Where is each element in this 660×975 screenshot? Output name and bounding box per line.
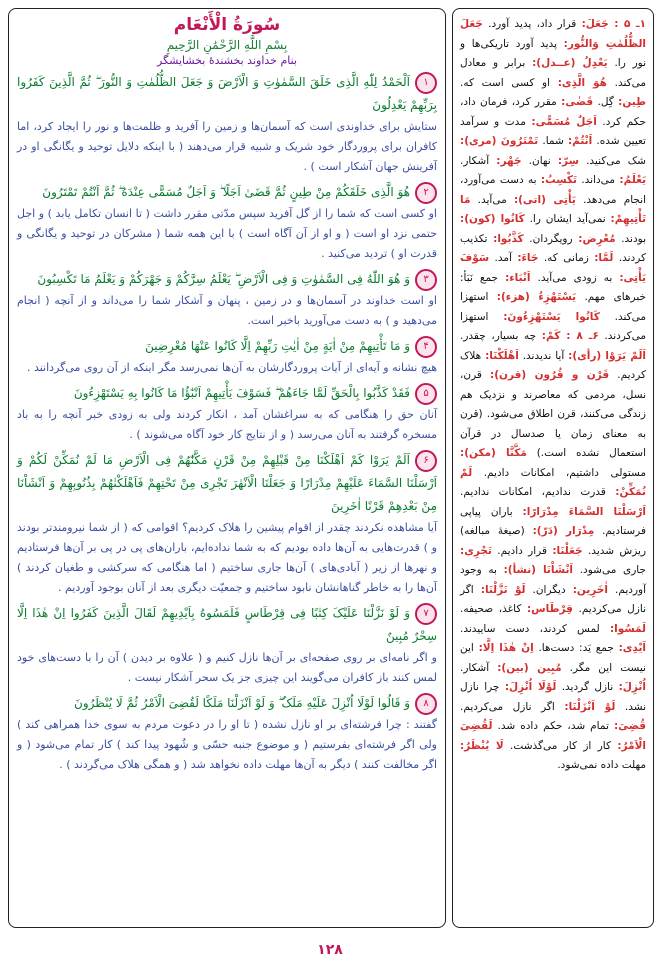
glossary-definition: استهزا می‌کند. xyxy=(460,291,647,323)
glossary-term: اِنْ هٰذَا اِلَّا: xyxy=(478,642,534,654)
verse-arabic-text: وَ هُوَ اللّٰهُ فِی السَّمٰوٰتِ وَ فِی الْاَرْضِ ۖ یَعْلَمُ سِرَّکُمْ وَ جَهْرَکُمْ وَ یَعْلَمُ مَا تَکْسِبُونَ xyxy=(37,272,410,286)
verse-number-badge: ۸ xyxy=(415,693,437,715)
verse-number-badge: ۲ xyxy=(415,182,437,204)
glossary-definition: کار از کار می‌گذشت. xyxy=(510,739,611,752)
verse-number-badge: ۷ xyxy=(415,603,437,625)
glossary-definition: جمع یَد: دست‌ها. xyxy=(538,642,614,654)
glossary-panel xyxy=(452,8,654,928)
verse-translation: گفتند : چرا فرشته‌ای بر او نازل نشده ( تا او را در دعوت مردم به سوی خدا همراهی کند ) ولی اگر فرشته‌ای بفرستیم ( و موضوع جنبه حسّی و شُهود پیدا کند ) کار تمام می‌شود ( و اگر مخالفت کنند ) دیگر به آن‌ها مهلت داده نخواهد شد ( و همگی هلاک می‌گردند ) . xyxy=(17,718,437,771)
verse-arabic xyxy=(17,692,437,715)
glossary-term: کَانُوا یَسْتَهْزِءُونَ: xyxy=(503,310,600,323)
glossary-definition: پدید آورد تاریکی‌ها و نور را. xyxy=(460,37,646,69)
verse-arabic xyxy=(17,602,437,648)
verse-number-badge: ۵ xyxy=(415,383,437,405)
glossary-definition: کاغذ، صحیفه. xyxy=(460,603,522,615)
glossary-definition: نازل گردید. xyxy=(561,681,614,693)
glossary-term: اَجَلٌ مُسَمًّی: xyxy=(531,115,597,128)
bismillah-translation: بنام خداوند بخشندهٔ بخشایشگر xyxy=(157,54,297,67)
glossary-definition: برابر و معادل می‌کند. xyxy=(460,57,647,89)
glossary-definition: آشکار. xyxy=(460,154,490,167)
page-number: ۱۲۸ xyxy=(317,942,343,958)
glossary-definition: آمد. xyxy=(494,252,512,264)
glossary-term: مِدْرَار (دَرّ): xyxy=(532,525,595,537)
verse-list xyxy=(17,71,437,775)
glossary-definition: گِل. xyxy=(597,96,614,108)
verse-translation: آنان حق را هنگامی که به سراغشان آمد ، انکار کردند ولی به زودی خبر آنچه را به باد مسخره گرفتند به آنان می‌رسد ( و از نتایج کار خود آگاه می‌شوند ) . xyxy=(17,408,437,441)
glossary-term: جَعَلَ الظُّلُمٰتِ وَالنُّور: xyxy=(460,18,646,50)
verse-arabic xyxy=(17,71,437,117)
glossary-definition: مقرر کرد، فرمان داد، حکم کرد. xyxy=(460,96,646,128)
glossary-term: سَوْفَ یَأْتِی: xyxy=(460,252,646,284)
glossary-term: لَقُضِیَ الْاَمْرُ: xyxy=(460,720,646,752)
glossary-term: تَمْتَرُونَ (مری): xyxy=(460,135,539,147)
verse-number-badge: ۴ xyxy=(415,336,437,358)
glossary-definition: چرا نازل نشد. xyxy=(460,681,646,713)
verse-arabic-text: وَ قَالُوا لَوْلَا اُنْزِلَ عَلَیْهِ مَلَکٌ ۖ وَ لَوْ اَنْزَلْنَا مَلَکًا لَقُضِیَ الْاَمْرُ ثُمَّ لَا یُنْظَرُونَ xyxy=(74,696,410,710)
verse-arabic xyxy=(17,268,437,291)
verse-number-badge: ۶ xyxy=(415,450,437,472)
glossary-term: ۶ـ ۸ : کَمْ: xyxy=(541,330,599,342)
verse-arabic xyxy=(17,335,437,358)
glossary-definition: این نیست این مگر. xyxy=(460,642,646,674)
glossary-term: مَکَّنَّا (مکن): xyxy=(460,447,527,459)
glossary-definition: تکذیب کردند. xyxy=(460,232,647,264)
glossary-term: لَمَسُوا: xyxy=(609,622,646,635)
glossary-definition: لمس کردند، دست ساییدند. xyxy=(460,622,600,635)
verse-arabic-text: فَقَدْ کَذَّبُوا بِالْحَقِّ لَمَّا جَاءَهُمْ ۖ فَسَوْفَ یَأْتِیهِمْ اَنْبٰٓؤُا مَا کَانُوا بِهِ یَسْتَهْزِءُونَ xyxy=(73,386,410,400)
glossary-term: کَذَّبُوا: xyxy=(493,232,524,245)
glossary-term: مَا تَأْتِیهِمْ: xyxy=(460,193,647,225)
glossary-term: ۱ـ ۵ : جَعَلَ: xyxy=(581,18,647,30)
verse-arabic-text: اَلْحَمْدُ لِلّٰهِ الَّذِی خَلَقَ السَّمٰوٰتِ وَ الْاَرْضَ وَ جَعَلَ الظُّلُمٰتِ وَ النُّورَ ۖ ثُمَّ الَّذِینَ کَفَرُوا بِرَبِّهِمْ یَعْدِلُونَ xyxy=(17,75,437,112)
glossary-definition: آشکار. xyxy=(460,661,490,674)
glossary-term: لَوْلَا اُنْزِلَ: xyxy=(504,681,557,693)
glossary-term: قَضٰی: xyxy=(561,96,594,108)
glossary-term: اُنْزِلَ: xyxy=(618,681,646,693)
glossary-term: لَوْ نَزَّلْنَا: xyxy=(480,583,526,596)
glossary-term: لَمْ نُمَکِّنْ: xyxy=(460,466,646,498)
glossary-term: لَوْ اَنْزَلْنَا: xyxy=(564,700,616,713)
glossary-term: یَعْلَمُ: xyxy=(619,174,647,186)
glossary-definition: تمام شد، حکم داده شد. xyxy=(497,720,609,732)
glossary-definition: او کسی است که. xyxy=(460,76,551,89)
glossary-term: قُضِیَ: xyxy=(613,720,646,732)
verse-arabic-text: هُوَ الَّذِی خَلَقَکُمْ مِنْ طِینٍ ثُمَّ قَضَیٰ اَجَلًا ۖ وَ اَجَلٌ مُسَمًّی عِنْدَهُ ۖ ثُمَّ اَنْتُمْ تَمْتَرُونَ xyxy=(42,185,410,199)
verse-translation: هیچ نشانه و آیه‌ای از آیات پروردگارشان به آن‌ها نمی‌رسد مگر اینکه از آن روی می‌گردانند . xyxy=(26,361,437,374)
glossary-definition: بودند. xyxy=(621,232,646,245)
glossary-term: تَجْرِی: xyxy=(460,544,492,557)
glossary-definition: اگر نازل می‌کردیم. xyxy=(460,700,555,713)
glossary-term: سِرّ: xyxy=(557,154,579,167)
bismillah: بِسْمِ اللَّهِ الرَّحْمَٰنِ الرَّحِيمِ xyxy=(166,38,288,52)
glossary-definition: چه بسیار، چقدر. xyxy=(460,330,537,342)
verse-number-badge: ۳ xyxy=(415,269,437,291)
glossary-term: اَهْلَکْنَا: xyxy=(485,349,519,362)
glossary-definition: استهزا می‌کردند. xyxy=(460,310,646,342)
verse-arabic-text: وَ لَوْ نَزَّلْنَا عَلَیْکَ کِتٰبًا فِی قِرْطَاسٍ فَلَمَسُوهُ بِاَیْدِیهِمْ لَقَالَ الَّذِینَ کَفَرُوا اِنْ هٰذَا اِلَّا سِحْرٌ مُبِینٌ xyxy=(17,606,437,643)
main-panel xyxy=(8,8,446,928)
glossary-term: مُبِین (بین): xyxy=(497,661,562,674)
glossary-term: مُعْرِض: xyxy=(578,232,616,245)
glossary-definition: شک می‌کنید. xyxy=(586,154,646,167)
glossary-term: اَلَمْ یَرَوْا (رأی): xyxy=(568,349,646,362)
glossary-definition: زمانی که. xyxy=(543,252,589,264)
verse-arabic xyxy=(17,181,437,204)
verse-number-badge: ۱ xyxy=(415,72,437,94)
glossary-term: یَأْتِی (اتی): xyxy=(513,193,576,206)
glossary-definition: به وجود آوردیم. xyxy=(460,564,646,596)
glossary-definition: قرار داد، پدید آورد. xyxy=(488,18,577,30)
glossary-term: کَانُوا (کون): xyxy=(460,213,525,225)
verse-translation: ستایش برای خداوندی است که آسمان‌ها و زمین را آفرید و ظلمت‌ها و نور را ایجاد کرد، اما کافران برای پروردگار خود شریک و شبیه قرار می‌دهند ( با اینکه دلایل توحید و یگانگی او در آفرینش جهان آشکار است ) . xyxy=(17,120,437,173)
glossary-term: اَیْدِی: xyxy=(618,642,647,654)
verse-arabic-text: وَ مَا تَأْتِیهِمْ مِنْ اٰیَةٍ مِنْ اٰیٰتِ رَبِّهِمْ اِلَّا کَانُوا عَنْهَا مُعْرِضِینَ xyxy=(145,339,410,353)
verse-translation: او است خداوند در آسمان‌ها و در زمین ، پنهان و آشکار شما را می‌داند و از آنچه ( انجام می‌دهید و ) به دست می‌آورید باخبر است. xyxy=(17,294,437,327)
glossary-definition: باران پیاپی فرستادیم. xyxy=(460,505,646,537)
glossary-definition: (صیغهٔ مبالغه) ریزش شدید. xyxy=(460,525,647,557)
verse-translation: او کسی است که شما را از گل آفرید سپس مدّتی مقرر داشت ( تا انسان تکامل یابد ) و اجل حتمی نزد او است ( و او از آن آگاه است ) با این همه شما ( مشرکان در توحید و یگانگی و قدرت او ) تردید می‌کنید . xyxy=(17,207,437,260)
glossary-term: یَعْدِلُ (عــدل): xyxy=(532,57,608,69)
glossary-term: جَعَلْنَا: xyxy=(552,544,583,557)
glossary-list xyxy=(460,15,646,921)
glossary-definition: شما. xyxy=(542,135,564,147)
glossary-definition: می‌داند. xyxy=(581,174,616,186)
glossary-definition: رویگردان. xyxy=(529,232,573,245)
glossary-term: لَمَّا: xyxy=(594,252,614,264)
glossary-definition: می‌آید. xyxy=(477,193,507,206)
glossary-term: جَهْر: xyxy=(496,154,522,167)
glossary-definition: آیا ندیدند. xyxy=(522,349,565,362)
glossary-definition: به دست می‌آورد، انجام می‌دهد. xyxy=(460,174,647,206)
glossary-definition: به زودی می‌آید. xyxy=(537,271,613,284)
glossary-term: اٰخَرِین: xyxy=(572,583,608,596)
glossary-term: قِرْطَاس: xyxy=(526,603,573,615)
glossary-term: یَسْتَهْزِءُ (هزء): xyxy=(496,291,577,303)
glossary-definition: قرن، نسل، مردمی که معاصرند و نزدیک هم زندگی می‌کنند، قرن اطلاق می‌شود. (قرن به معنای زمان یا صدسال در قرآن استعمال نشده است.) xyxy=(460,369,646,459)
glossary-term: اَنْتُمْ: xyxy=(567,135,593,147)
glossary-definition: مستولی داشتیم، امکانات دادیم. xyxy=(483,466,646,479)
glossary-definition: نمی‌آید ایشان را. xyxy=(529,213,606,225)
verse-arabic xyxy=(17,382,437,405)
glossary-term: اَنْشَاْنَا (نشأ): xyxy=(503,564,574,576)
glossary-term: لَا یُنْظَرُ: xyxy=(460,739,504,752)
surah-title: سُورَةُ الْأَنْعَام xyxy=(173,15,281,35)
verse-arabic-text: اَلَمْ یَرَوْا کَمْ اَهْلَکْنَا مِنْ قَبْلِهِمْ مِنْ قَرْنٍ مَکَّنّٰهُمْ فِی الْاَرْضِ مَا لَمْ نُمَکِّنْ لَکُمْ وَ اَرْسَلْنَا السَّمَاءَ عَلَیْهِمْ مِدْرَارًا وَ جَعَلْنَا الْاَنْهٰرَ تَجْرِی مِنْ تَحْتِهِمْ فَاَهْلَکْنٰهُمْ بِذُنُوبِهِمْ وَ اَنْشَاْنَا مِنْ بَعْدِهِمْ قَرْنًا اٰخَرِینَ xyxy=(17,453,437,513)
glossary-definition: اگر نازل می‌کردیم. xyxy=(460,583,646,615)
glossary-term: اَنْبَاء: xyxy=(505,271,531,284)
glossary-definition: مهلت داده نمی‌شود. xyxy=(557,759,646,771)
verse-translation: و اگر نامه‌ای بر روی صفحه‌ای بر آن‌ها نازل کنیم و ( علاوه بر دیدن ) آن را با دست‌های خود لمس کنند باز کافران می‌گویند این چیزی جز یک سحر آشکار نیست . xyxy=(17,651,437,684)
glossary-term: هُوَ الَّذِی: xyxy=(557,76,607,89)
glossary-definition: مدت و سرآمد تعیین شده. xyxy=(460,115,646,147)
glossary-definition: هلاک کردیم. xyxy=(460,349,646,381)
glossary-term: تَکْسِبُ: xyxy=(540,174,577,186)
glossary-term: اَرْسَلْنَا السَّمَاءَ مِدْرَارًا: xyxy=(522,505,647,518)
glossary-definition: نهان. xyxy=(528,154,551,167)
glossary-definition: جمع نَبَأ: خبرهای مهم. xyxy=(460,271,646,303)
verse-arabic xyxy=(17,449,437,518)
glossary-definition: جاری می‌شود. xyxy=(579,564,646,576)
glossary-definition: قرار دادیم. xyxy=(497,544,547,557)
glossary-term: طِین: xyxy=(618,96,646,108)
verse-translation: آیا مشاهده نکردند چقدر از اقوام پیشین را هلاک کردیم؟ اقوامی که ( از شما نیرومندتر بودند و ) قدرت‌هایی به آن‌ها داده بودیم که به شما نداده‌ایم، باران‌های پی در پی بر آن‌ها فرستادیم و نهرها از زیر ( آبادی‌های ) آن‌ها جاری ساختیم ( اما هنگامی که سرکشی و طغیان کردند ) آن‌ها را به خاطر گناهانشان نابود ساختیم و جمعیّت دیگری بعد از آنان بوجود آوردیم . xyxy=(17,521,437,594)
glossary-definition: دیگران. xyxy=(532,583,566,596)
glossary-term: جَاءَ: xyxy=(517,252,539,264)
glossary-term: قَرْن و قُرُون (قرن): xyxy=(490,369,610,381)
glossary-definition: قدرت ندادیم، امکانات ندادیم. xyxy=(460,486,606,498)
